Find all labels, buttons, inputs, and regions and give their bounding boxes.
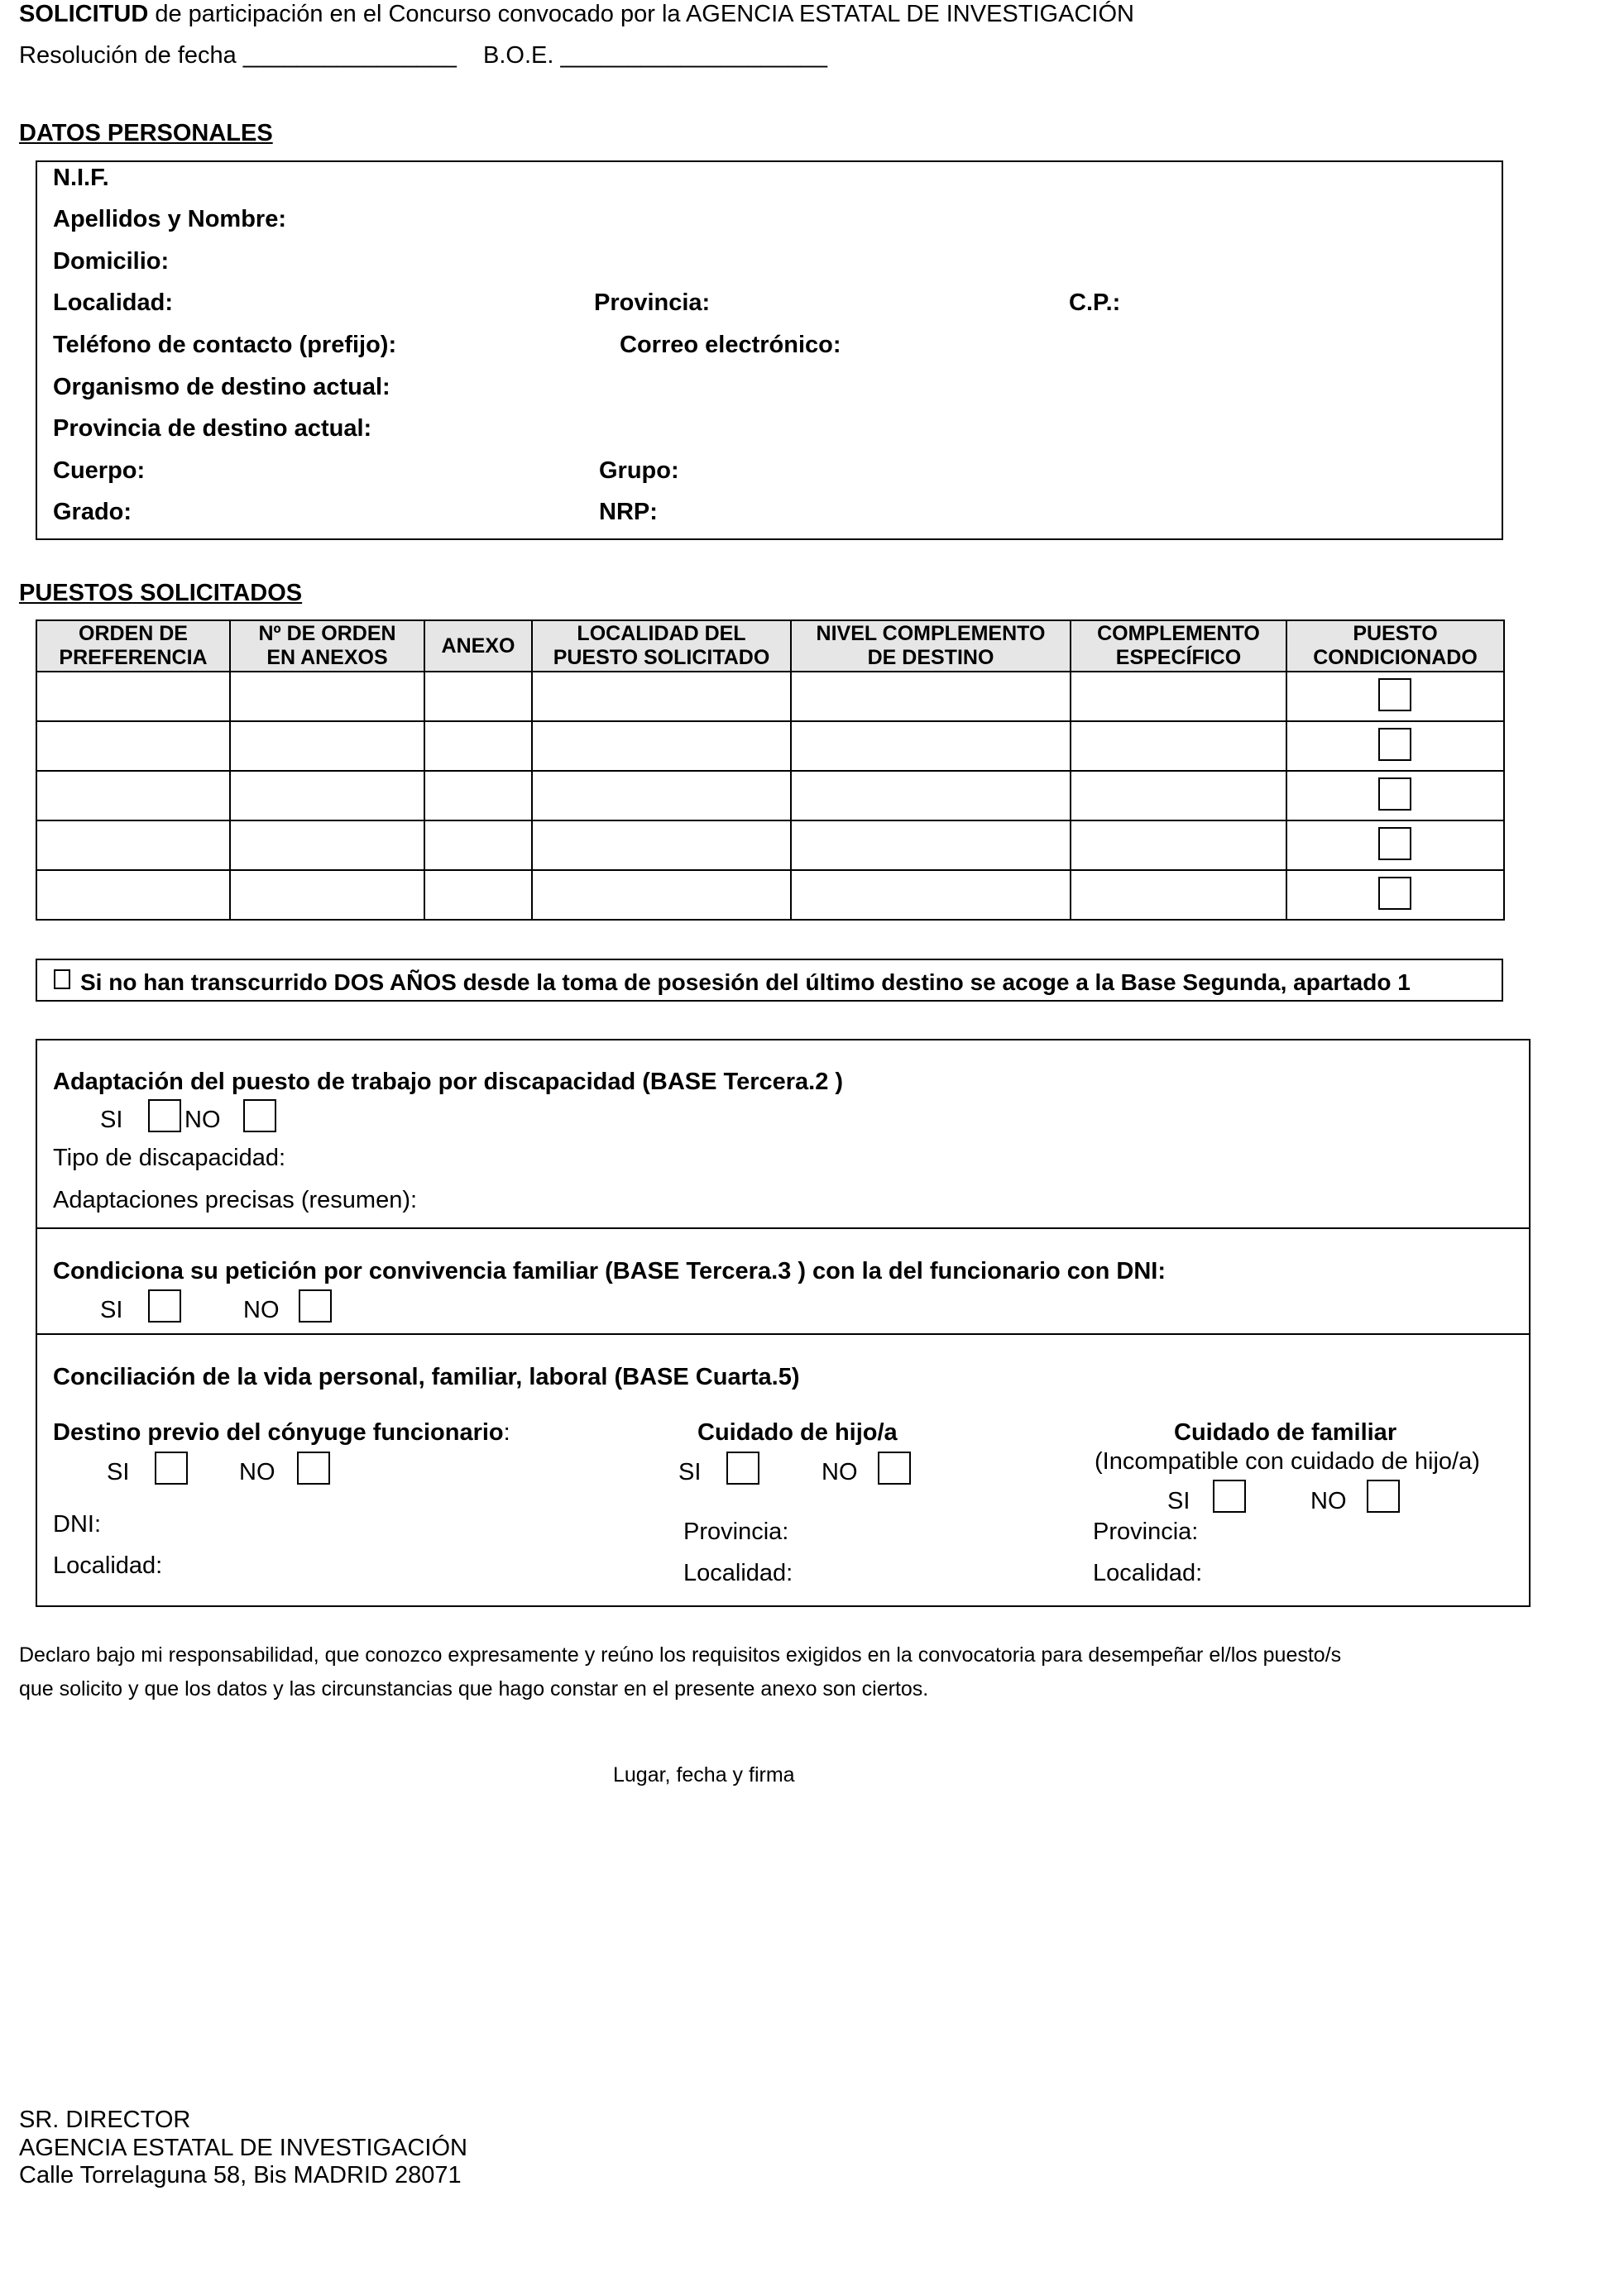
cell-orden[interactable]	[36, 820, 230, 870]
cell-numero[interactable]	[230, 771, 424, 820]
tipo-discapacidad-label: Tipo de discapacidad:	[53, 1145, 286, 1171]
provincia-destino-label: Provincia de destino actual:	[53, 415, 372, 442]
condicionado-checkbox[interactable]	[1378, 827, 1411, 860]
datos-personales-heading: DATOS PERSONALES	[19, 120, 273, 146]
hijo-no-checkbox[interactable]	[878, 1452, 911, 1485]
resolucion-line[interactable]: Resolución de fecha ________________	[19, 42, 457, 69]
cell-complemento[interactable]	[1071, 672, 1286, 721]
table-row	[36, 771, 1504, 820]
convivencia-si-checkbox[interactable]	[148, 1289, 181, 1323]
hijo-provincia-label: Provincia:	[683, 1519, 789, 1545]
condicionado-checkbox[interactable]	[1378, 678, 1411, 711]
grupo-label: Grupo:	[599, 457, 679, 484]
form-title-bold: SOLICITUD	[19, 1, 149, 27]
familiar-si-label: SI	[1167, 1488, 1190, 1514]
table-row	[36, 721, 1504, 771]
localidad-label: Localidad:	[53, 289, 174, 316]
cell-nivel[interactable]	[791, 870, 1071, 920]
col-orden-preferencia: ORDEN DE PREFERENCIA	[36, 620, 230, 672]
cell-numero[interactable]	[230, 672, 424, 721]
cp-label: C.P.:	[1069, 289, 1121, 316]
col-numero-orden: Nº DE ORDEN EN ANEXOS	[230, 620, 424, 672]
cell-condicionado	[1286, 672, 1504, 721]
puestos-heading: PUESTOS SOLICITADOS	[19, 580, 303, 606]
familiar-localidad-label: Localidad:	[1093, 1560, 1203, 1586]
cell-localidad[interactable]	[532, 672, 791, 721]
cell-anexo[interactable]	[424, 721, 532, 771]
boe-line[interactable]: B.O.E. ____________________	[483, 42, 828, 69]
col-complemento-especifico: COMPLEMENTO ESPECÍFICO	[1071, 620, 1286, 672]
adaptacion-no-label: NO	[184, 1107, 221, 1133]
cell-numero[interactable]	[230, 870, 424, 920]
conyuge-si-checkbox[interactable]	[155, 1452, 188, 1485]
table-row	[36, 870, 1504, 920]
convivencia-title: Condiciona su petición por convivencia familiar (BASE Tercera.3 ) con la del funcionario con DNI:	[53, 1258, 1167, 1284]
conyuge-localidad-label: Localidad:	[53, 1552, 163, 1579]
convivencia-no-label: NO	[243, 1297, 280, 1323]
familiar-no-checkbox[interactable]	[1367, 1480, 1400, 1513]
adaptacion-no-checkbox[interactable]	[243, 1099, 276, 1132]
form-title	[19, 0, 1134, 28]
grado-label: Grado:	[53, 499, 132, 525]
familiar-title: Cuidado de familiar	[1174, 1419, 1397, 1446]
condicionado-checkbox[interactable]	[1378, 877, 1411, 910]
cell-localidad[interactable]	[532, 771, 791, 820]
puestos-header-row	[36, 620, 1504, 672]
conyuge-no-label: NO	[239, 1459, 275, 1485]
cell-complemento[interactable]	[1071, 820, 1286, 870]
cell-nivel[interactable]	[791, 771, 1071, 820]
cell-complemento[interactable]	[1071, 721, 1286, 771]
divider	[36, 1333, 1531, 1335]
cell-orden[interactable]	[36, 771, 230, 820]
conyuge-si-label: SI	[107, 1459, 130, 1485]
familiar-subtitle: (Incompatible con cuidado de hijo/a)	[1095, 1448, 1480, 1475]
cell-anexo[interactable]	[424, 870, 532, 920]
cell-orden[interactable]	[36, 721, 230, 771]
cell-localidad[interactable]	[532, 870, 791, 920]
hijo-no-label: NO	[822, 1459, 858, 1485]
destinatario-line2: AGENCIA ESTATAL DE INVESTIGACIÓN	[19, 2135, 467, 2161]
divider	[36, 1227, 1531, 1229]
cell-nivel[interactable]	[791, 672, 1071, 721]
nrp-label: NRP:	[599, 499, 658, 525]
nif-label: N.I.F.	[53, 165, 109, 191]
hijo-localidad-label: Localidad:	[683, 1560, 793, 1586]
domicilio-label: Domicilio:	[53, 248, 170, 275]
condicionado-checkbox[interactable]	[1378, 728, 1411, 761]
conciliacion-title: Conciliación de la vida personal, familiar, laboral (BASE Cuarta.5)	[53, 1364, 800, 1390]
cell-numero[interactable]	[230, 721, 424, 771]
puestos-table	[36, 619, 1505, 921]
cell-complemento[interactable]	[1071, 771, 1286, 820]
cell-numero[interactable]	[230, 820, 424, 870]
apellidos-label: Apellidos y Nombre:	[53, 206, 286, 232]
declaracion-line2: que solicito y que los datos y las circunstancias que hago constar en el presente anexo son ciertos.	[19, 1677, 929, 1700]
cell-condicionado	[1286, 870, 1504, 920]
cell-anexo[interactable]	[424, 672, 532, 721]
cell-orden[interactable]	[36, 672, 230, 721]
dos-anos-text: Si no han transcurrido DOS AÑOS desde la toma de posesión del último destino se acoge a la Base Segunda, apartado 1	[80, 969, 1411, 995]
cell-complemento[interactable]	[1071, 870, 1286, 920]
familiar-provincia-label: Provincia:	[1093, 1519, 1199, 1545]
col-puesto-condicionado: PUESTO CONDICIONADO	[1286, 620, 1504, 672]
conyuge-dni-label: DNI:	[53, 1511, 101, 1538]
table-row	[36, 820, 1504, 870]
cell-condicionado	[1286, 771, 1504, 820]
conyuge-title: Destino previo del cónyuge funcionario:	[53, 1419, 510, 1446]
cell-nivel[interactable]	[791, 721, 1071, 771]
convivencia-si-label: SI	[100, 1297, 123, 1323]
cell-anexo[interactable]	[424, 820, 532, 870]
organismo-label: Organismo de destino actual:	[53, 374, 390, 400]
condicionado-checkbox[interactable]	[1378, 777, 1411, 811]
destinatario-line3: Calle Torrelaguna 58, Bis MADRID 28071	[19, 2162, 462, 2188]
cell-localidad[interactable]	[532, 721, 791, 771]
cell-nivel[interactable]	[791, 820, 1071, 870]
adaptacion-si-checkbox[interactable]	[148, 1099, 181, 1132]
provincia-label: Provincia:	[594, 289, 711, 316]
familiar-si-checkbox[interactable]	[1213, 1480, 1246, 1513]
cell-anexo[interactable]	[424, 771, 532, 820]
col-localidad-puesto: LOCALIDAD DEL PUESTO SOLICITADO	[532, 620, 791, 672]
cell-localidad[interactable]	[532, 820, 791, 870]
table-row	[36, 672, 1504, 721]
correo-label: Correo electrónico:	[620, 332, 841, 358]
hijo-title: Cuidado de hijo/a	[697, 1419, 898, 1446]
adaptacion-title: Adaptación del puesto de trabajo por discapacidad (BASE Tercera.2 )	[53, 1069, 844, 1095]
hijo-si-checkbox[interactable]	[726, 1452, 759, 1485]
col-anexo: ANEXO	[424, 620, 532, 672]
col-nivel-complemento: NIVEL COMPLEMENTO DE DESTINO	[791, 620, 1071, 672]
telefono-label: Teléfono de contacto (prefijo):	[53, 332, 397, 358]
convivencia-no-checkbox[interactable]	[299, 1289, 332, 1323]
familiar-no-label: NO	[1310, 1488, 1347, 1514]
firma-label: Lugar, fecha y firma	[613, 1763, 795, 1787]
cell-orden[interactable]	[36, 870, 230, 920]
form-title-rest: de participación en el Concurso convocado por la AGENCIA ESTATAL DE INVESTIGACIÓN	[155, 1, 1134, 27]
destinatario-line1: SR. DIRECTOR	[19, 2107, 191, 2133]
cuerpo-label: Cuerpo:	[53, 457, 146, 484]
adaptaciones-label: Adaptaciones precisas (resumen):	[53, 1187, 418, 1213]
declaracion-line1: Declaro bajo mi responsabilidad, que conozco expresamente y reúno los requisitos exigidos en la convocatoria para desempeñar el/los puesto/s	[19, 1643, 1342, 1667]
cell-condicionado	[1286, 721, 1504, 771]
adaptacion-si-label: SI	[100, 1107, 123, 1133]
cell-condicionado	[1286, 820, 1504, 870]
dos-anos-checkbox[interactable]	[54, 969, 70, 989]
conyuge-no-checkbox[interactable]	[297, 1452, 330, 1485]
hijo-si-label: SI	[678, 1459, 702, 1485]
